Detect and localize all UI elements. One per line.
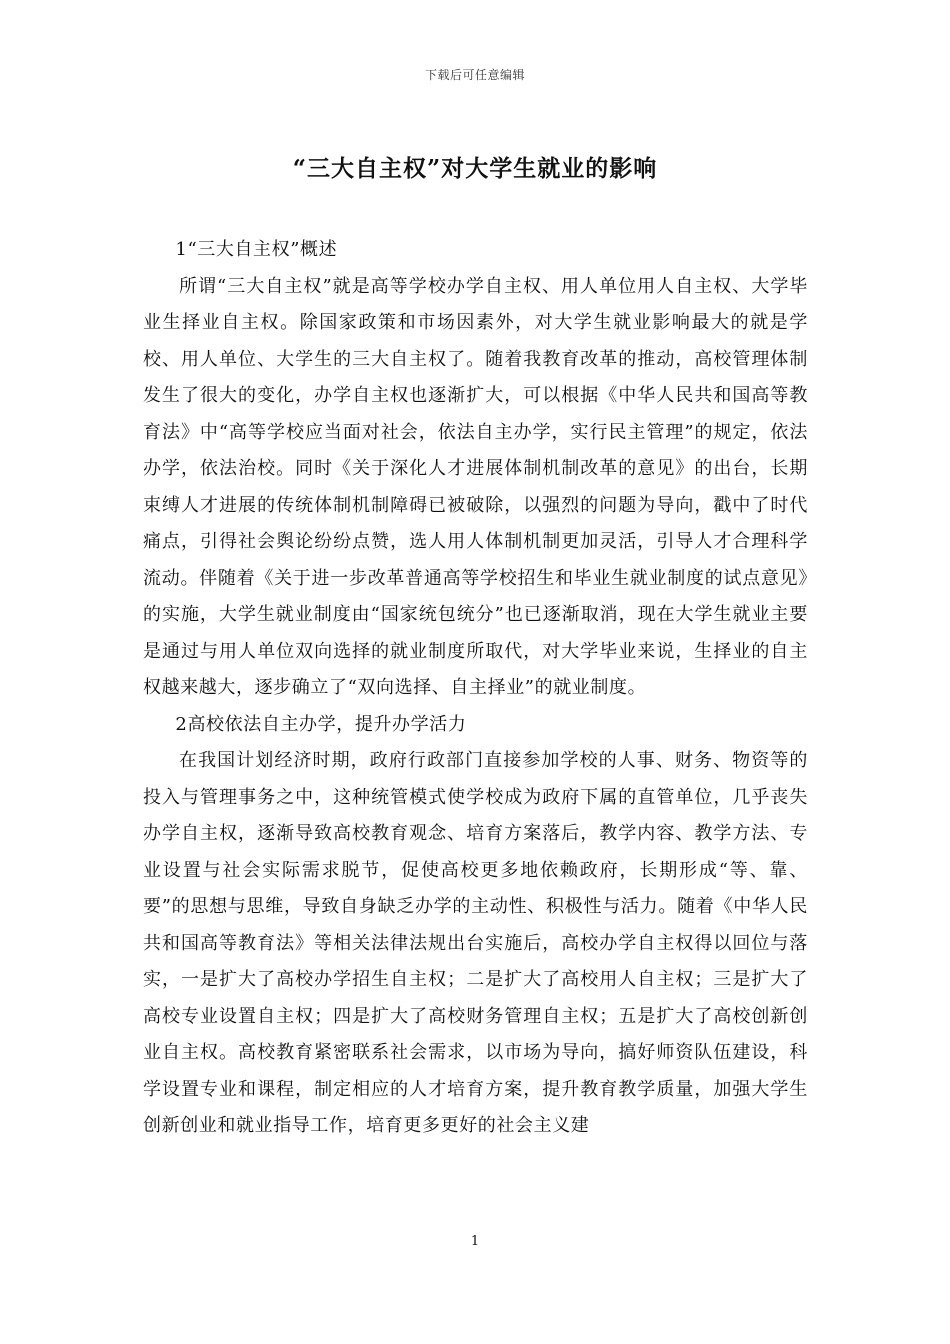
section-paragraph-2: 在我国计划经济时期，政府行政部门直接参加学校的人事、财务、物资等的投入与管理事务之中，这种统管模式使学校成为政府下属的直管单位，几乎丧失办学自主权，逐渐导致高校教育观念、培育方案落后，教学内容、教学方法、专业设置与社会实际需求脱节，促使高校更多地依赖政府，长期形成“等、靠、要”的思想与思维，导致自身缺乏办学的主动性、积极性与活力。随着《中华人民共和国高等教育法》等相关法律法规出台实施后，高校办学自主权得以回位与落实，一是扩大了高校办学招生自主权；二是扩大了高校用人自主权；三是扩大了高校专业设置自主权；四是扩大了高校财务管理自主权；五是扩大了高校创新创业自主权。高校教育紧密联系社会需求，以市场为导向，搞好师资队伍建设，科学设置专业和课程，制定相应的人才培育方案，提升教育教学质量，加强大学生创新创业和就业指导工作，培育更多更好的社会主义建 — [143, 750, 808, 1136]
document-title: “三大自主权”对大学生就业的影响 — [292, 155, 658, 182]
page-number: 1 — [470, 1234, 480, 1249]
document-body — [143, 232, 808, 1145]
header-note: 下载后可任意编辑 — [424, 68, 525, 82]
section-heading-1: 1“三大自主权”概述 — [175, 239, 338, 260]
section-paragraph-1: 所谓“三大自主权”就是高等学校办学自主权、用人单位用人自主权、大学毕业生择业自主权。除国家政策和市场因素外，对大学生就业影响最大的就是学校、用人单位、大学生的三大自主权了。随着我教育改革的推动，高校管理体制发生了很大的变化，办学自主权也逐渐扩大，可以根据《中华人民共和国高等教育法》中“高等学校应当面对社会，依法自主办学，实行民主管理”的规定，依法办学，依法治校。同时《关于深化人才进展体制机制改革的意见》的出台，长期束缚人才进展的传统体制机制障碍已被破除，以强烈的问题为导向，戳中了时代痛点，引得社会舆论纷纷点赞，选人用人体制机制更加灵活，引导人才合理科学流动。伴随着《关于进一步改革普通高等学校招生和毕业生就业制度的试点意见》的实施，大学生就业制度由“国家统包统分”也已逐渐取消，现在大学生就业主要是通过与用人单位双向选择的就业制度所取代，对大学毕业来说，生择业的自主权越来越大，逐步确立了“双向选择、自主择业”的就业制度。 — [143, 275, 808, 698]
section-heading-2: 2高校依法自主办学，提升办学活力 — [175, 713, 467, 735]
